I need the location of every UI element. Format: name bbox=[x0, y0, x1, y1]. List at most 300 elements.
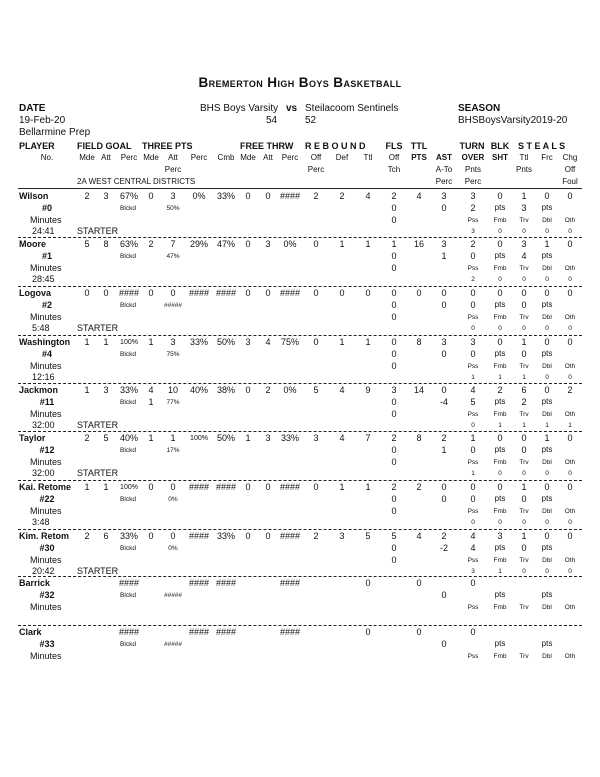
turnover-pts-value: 0 bbox=[470, 251, 476, 261]
trv-label: Trv bbox=[519, 604, 529, 611]
player-name: Kim. Retom bbox=[19, 531, 70, 541]
minutes-label: Minutes bbox=[30, 215, 62, 225]
stat-tp-perc: 40% bbox=[189, 385, 209, 395]
stat-ft-perc: 0% bbox=[283, 385, 297, 395]
count-fmb: 0 bbox=[498, 470, 502, 477]
turnover-pts-value: 0 bbox=[470, 494, 476, 504]
player-name: Washington bbox=[19, 337, 71, 347]
stat-ft-perc: #### bbox=[279, 191, 301, 201]
fls-off-value: 0 bbox=[391, 203, 397, 213]
blckd-label: Blckd bbox=[120, 545, 136, 552]
stat-turn: 1 bbox=[470, 433, 476, 443]
stat-tp-perc: #### bbox=[188, 578, 210, 588]
ato-value: -4 bbox=[439, 397, 449, 407]
stat-tp-mde: 4 bbox=[148, 385, 154, 395]
stat-fls: 0 bbox=[391, 337, 397, 347]
vs-label: vs bbox=[286, 103, 298, 114]
stat-st-chg: 0 bbox=[567, 239, 573, 249]
stat-reb-def: 4 bbox=[339, 385, 345, 395]
header-sub-foul: Foul bbox=[562, 177, 578, 186]
turnover-pts-label: pts bbox=[494, 300, 506, 309]
stat-ft-mde: 0 bbox=[245, 482, 251, 492]
minutes-label: Minutes bbox=[30, 312, 62, 322]
stat-blk: 3 bbox=[497, 531, 503, 541]
fls-off-value: 0 bbox=[391, 543, 397, 553]
stat-ast: 3 bbox=[441, 239, 447, 249]
stat-reb-ttl: 1 bbox=[365, 239, 371, 249]
fmb-label: Fmb bbox=[493, 217, 507, 224]
oth-label: Oth bbox=[564, 459, 576, 466]
fls-off-value: 0 bbox=[391, 494, 397, 504]
stat-tp-att: 0 bbox=[170, 531, 176, 541]
stat-tp-perc: 33% bbox=[189, 337, 209, 347]
dbl-label: Dbl bbox=[542, 363, 552, 370]
blckd-label: Blckd bbox=[120, 253, 136, 260]
oth-label: Oth bbox=[564, 411, 576, 418]
count-pss: 0 bbox=[471, 422, 475, 429]
oth-label: Oth bbox=[564, 217, 576, 224]
stat-tp-mde: 2 bbox=[148, 239, 154, 249]
stat-reb-off: 0 bbox=[313, 288, 319, 298]
steals-pts-label: pts bbox=[541, 590, 553, 599]
steals-pts-label: pts bbox=[541, 445, 553, 454]
stat-fg-perc: 67% bbox=[119, 191, 139, 201]
ato-value: -2 bbox=[439, 543, 449, 553]
player-name: Jackmon bbox=[19, 385, 59, 395]
ato-value: 0 bbox=[441, 203, 447, 213]
dbl-label: Dbl bbox=[542, 508, 552, 515]
stat-blk: 0 bbox=[497, 433, 503, 443]
header-ft-perc: Perc bbox=[281, 153, 299, 162]
oth-label: Oth bbox=[564, 653, 576, 660]
oth-label: Oth bbox=[564, 265, 576, 272]
player-name: Moore bbox=[19, 239, 46, 249]
stat-cmb: #### bbox=[215, 627, 237, 637]
fls-tch-value: 0 bbox=[391, 555, 397, 565]
stat-fls: 0 bbox=[391, 288, 397, 298]
blckd-label: Blckd bbox=[120, 641, 136, 648]
stat-fg-mde: 1 bbox=[84, 482, 90, 492]
starter-flag: STARTER bbox=[77, 468, 119, 478]
stat-st-chg: 0 bbox=[567, 482, 573, 492]
fls-off-value: 0 bbox=[391, 445, 397, 455]
stat-tp-mde: 0 bbox=[148, 531, 154, 541]
turnover-pts-label: pts bbox=[494, 251, 506, 260]
trv-label: Trv bbox=[519, 363, 529, 370]
three-att-perc: 0% bbox=[168, 496, 178, 503]
row-divider bbox=[18, 576, 582, 577]
blckd-label: Blckd bbox=[120, 205, 136, 212]
header-three-pts: THREE PTS bbox=[142, 141, 193, 151]
stat-st-chg: 0 bbox=[567, 191, 573, 201]
header-fg-mde: Mde bbox=[79, 153, 95, 162]
trv-label: Trv bbox=[519, 557, 529, 564]
header-cmb: Cmb bbox=[217, 153, 235, 162]
stat-st-frc: 0 bbox=[544, 337, 550, 347]
fmb-label: Fmb bbox=[493, 653, 507, 660]
header-ast: AST bbox=[436, 153, 452, 162]
count-pss: 3 bbox=[471, 228, 475, 235]
report-title: Bremerton High Boys Basketball bbox=[198, 75, 402, 90]
count-trv: 0 bbox=[522, 519, 526, 526]
steals-pts-label: pts bbox=[541, 349, 553, 358]
stat-ft-mde: 3 bbox=[245, 337, 251, 347]
count-oth: 0 bbox=[568, 228, 572, 235]
stat-ft-mde: 1 bbox=[245, 433, 251, 443]
turnover-pts-label: pts bbox=[494, 543, 506, 552]
stat-st-frc: 0 bbox=[544, 191, 550, 201]
header-sub-off-perc: Perc bbox=[307, 165, 325, 174]
stat-fg-mde: 0 bbox=[84, 288, 90, 298]
count-fmb: 1 bbox=[498, 422, 502, 429]
minutes-label: Minutes bbox=[30, 651, 62, 661]
player-name: Wilson bbox=[19, 191, 49, 201]
header-sub-perc: Perc bbox=[164, 165, 182, 174]
stat-turn: 0 bbox=[470, 578, 476, 588]
minutes-label: Minutes bbox=[30, 409, 62, 419]
player-number: #12 bbox=[39, 445, 55, 455]
count-dbl: 0 bbox=[545, 470, 549, 477]
header-reb-def: Def bbox=[335, 153, 349, 162]
player-number: #30 bbox=[39, 543, 55, 553]
ato-value: 0 bbox=[441, 349, 447, 359]
stat-cmb: 50% bbox=[216, 337, 236, 347]
stat-reb-off: 0 bbox=[313, 239, 319, 249]
stat-st-ttl: 1 bbox=[521, 482, 527, 492]
stat-pts: 8 bbox=[416, 433, 422, 443]
stat-ft-perc: #### bbox=[279, 627, 301, 637]
stat-fg-att: 5 bbox=[103, 433, 109, 443]
stat-ft-perc: #### bbox=[279, 578, 301, 588]
count-oth: 0 bbox=[568, 568, 572, 575]
stat-fg-att: 1 bbox=[103, 482, 109, 492]
stat-tp-mde: 1 bbox=[148, 433, 154, 443]
player-number: #33 bbox=[39, 639, 55, 649]
stat-tp-att: 0 bbox=[170, 482, 176, 492]
pss-label: Pss bbox=[467, 314, 479, 321]
player-number: #1 bbox=[41, 251, 53, 261]
row-divider bbox=[18, 431, 582, 432]
header-fls: FLS bbox=[385, 141, 403, 151]
oth-label: Oth bbox=[564, 314, 576, 321]
minutes-label: Minutes bbox=[30, 506, 62, 516]
pss-label: Pss bbox=[467, 459, 479, 466]
header-sub-ato: A-To bbox=[435, 165, 453, 174]
header-number: No. bbox=[40, 153, 54, 162]
count-dbl: 0 bbox=[545, 374, 549, 381]
count-dbl: 0 bbox=[545, 276, 549, 283]
turnover-pts-value: 0 bbox=[470, 445, 476, 455]
ato-value: 1 bbox=[441, 445, 447, 455]
stat-reb-ttl: 4 bbox=[365, 191, 371, 201]
fls-off-value: 0 bbox=[391, 300, 397, 310]
ato-value: 0 bbox=[441, 639, 447, 649]
stat-cmb: #### bbox=[215, 288, 237, 298]
turnover-pts-value: 5 bbox=[470, 397, 476, 407]
minutes-played: 32:00 bbox=[32, 468, 55, 478]
fmb-label: Fmb bbox=[493, 604, 507, 611]
stat-fls: 2 bbox=[391, 482, 397, 492]
player-name: Clark bbox=[19, 627, 42, 637]
opponent-team: Steilacoom Sentinels bbox=[305, 103, 399, 114]
fmb-label: Fmb bbox=[493, 314, 507, 321]
stat-pts: 4 bbox=[416, 191, 422, 201]
stat-ft-perc: #### bbox=[279, 531, 301, 541]
stat-tp-perc: #### bbox=[188, 627, 210, 637]
header-rebound: R E B O U N D bbox=[305, 141, 366, 151]
row-divider bbox=[18, 529, 582, 530]
stat-turn: 2 bbox=[470, 239, 476, 249]
count-trv: 0 bbox=[522, 470, 526, 477]
turnover-pts-label: pts bbox=[494, 203, 506, 212]
dbl-label: Dbl bbox=[542, 557, 552, 564]
stat-fg-mde: 5 bbox=[84, 239, 90, 249]
stat-ft-mde: 0 bbox=[245, 385, 251, 395]
stat-tp-att: 1 bbox=[170, 433, 176, 443]
stat-fls: 2 bbox=[391, 433, 397, 443]
oth-label: Oth bbox=[564, 508, 576, 515]
stat-reb-ttl: 0 bbox=[365, 627, 371, 637]
three-att-perc: 17% bbox=[166, 447, 180, 454]
count-fmb: 0 bbox=[498, 325, 502, 332]
steals-pts-value: 0 bbox=[521, 300, 527, 310]
count-fmb: 0 bbox=[498, 228, 502, 235]
steals-pts-value: 0 bbox=[521, 445, 527, 455]
count-oth: 0 bbox=[568, 276, 572, 283]
stat-st-ttl: 1 bbox=[521, 337, 527, 347]
stat-fg-mde: 1 bbox=[84, 385, 90, 395]
oth-label: Oth bbox=[564, 557, 576, 564]
stat-tp-mde: 0 bbox=[148, 191, 154, 201]
stat-blk: 0 bbox=[497, 191, 503, 201]
stat-ast: 0 bbox=[441, 385, 447, 395]
turnover-pts-value: 0 bbox=[470, 300, 476, 310]
stat-ft-perc: #### bbox=[279, 482, 301, 492]
fls-tch-value: 0 bbox=[391, 215, 397, 225]
stat-st-ttl: 0 bbox=[521, 288, 527, 298]
pss-label: Pss bbox=[467, 217, 479, 224]
player-number: #32 bbox=[39, 590, 55, 600]
stat-reb-def: 4 bbox=[339, 433, 345, 443]
header-tp-mde: Mde bbox=[143, 153, 159, 162]
steals-pts-value: 0 bbox=[521, 543, 527, 553]
three-att-perc: 75% bbox=[166, 351, 180, 358]
stat-cmb: 33% bbox=[216, 531, 236, 541]
stat-blk: 2 bbox=[497, 385, 503, 395]
stat-fls: 5 bbox=[391, 531, 397, 541]
turnover-pts-value: 0 bbox=[470, 349, 476, 359]
header-fg-perc: Perc bbox=[120, 153, 138, 162]
stat-pts: 0 bbox=[416, 578, 422, 588]
stat-fls: 1 bbox=[391, 239, 397, 249]
stat-fg-perc: 63% bbox=[119, 239, 139, 249]
stat-turn: 4 bbox=[470, 385, 476, 395]
blckd-label: Blckd bbox=[120, 302, 136, 309]
stat-cmb: 47% bbox=[216, 239, 236, 249]
stat-pts: 0 bbox=[416, 288, 422, 298]
stat-ast: 2 bbox=[441, 531, 447, 541]
stat-st-ttl: 6 bbox=[521, 385, 527, 395]
pss-label: Pss bbox=[467, 411, 479, 418]
header-ttl: TTL bbox=[410, 141, 428, 151]
stat-reb-ttl: 9 bbox=[365, 385, 371, 395]
stat-reb-ttl: 1 bbox=[365, 482, 371, 492]
trv-label: Trv bbox=[519, 459, 529, 466]
stat-ft-mde: 0 bbox=[245, 239, 251, 249]
header-ft-att: Att bbox=[263, 153, 273, 162]
header-reb-off: Off bbox=[310, 153, 322, 162]
stat-pts: 4 bbox=[416, 531, 422, 541]
header-sub-off: Off bbox=[564, 165, 576, 174]
dbl-label: Dbl bbox=[542, 217, 552, 224]
stat-ast: 0 bbox=[441, 482, 447, 492]
count-fmb: 0 bbox=[498, 276, 502, 283]
count-dbl: 0 bbox=[545, 519, 549, 526]
row-divider bbox=[18, 625, 582, 626]
stat-ft-att: 0 bbox=[265, 482, 271, 492]
header-sub-pnts: Pnts bbox=[464, 165, 482, 174]
turnover-pts-label: pts bbox=[494, 397, 506, 406]
blckd-value: 1 bbox=[148, 397, 154, 407]
stat-turn: 0 bbox=[470, 288, 476, 298]
fmb-label: Fmb bbox=[493, 265, 507, 272]
fmb-label: Fmb bbox=[493, 508, 507, 515]
stat-blk: 0 bbox=[497, 288, 503, 298]
stat-st-frc: 0 bbox=[544, 288, 550, 298]
minutes-played: 24:41 bbox=[32, 226, 55, 236]
turnover-pts-value: 4 bbox=[470, 543, 476, 553]
fls-tch-value: 0 bbox=[391, 506, 397, 516]
blckd-label: Blckd bbox=[120, 496, 136, 503]
pss-label: Pss bbox=[467, 508, 479, 515]
stat-st-ttl: 1 bbox=[521, 531, 527, 541]
three-att-perc: ##### bbox=[163, 592, 183, 599]
stat-st-chg: 0 bbox=[567, 337, 573, 347]
player-name: Kai. Retome bbox=[19, 482, 72, 492]
dbl-label: Dbl bbox=[542, 411, 552, 418]
stat-fls: 2 bbox=[391, 191, 397, 201]
stat-tp-perc: 0% bbox=[192, 191, 206, 201]
stat-st-ttl: 1 bbox=[521, 191, 527, 201]
header-steals-ttl: Ttl bbox=[519, 153, 529, 162]
stat-st-frc: 0 bbox=[544, 385, 550, 395]
header-frc: Frc bbox=[541, 153, 553, 162]
header-ft-mde: Mde bbox=[240, 153, 256, 162]
stat-tp-att: 0 bbox=[170, 288, 176, 298]
fls-tch-value: 0 bbox=[391, 263, 397, 273]
row-divider bbox=[18, 286, 582, 287]
stat-reb-def: 0 bbox=[339, 288, 345, 298]
turnover-pts-value: 2 bbox=[470, 203, 476, 213]
steals-pts-value: 4 bbox=[521, 251, 527, 261]
league-label: 2A WEST CENTRAL DISTRICTS bbox=[77, 177, 196, 186]
stat-fg-perc: 100% bbox=[120, 484, 138, 491]
minutes-label: Minutes bbox=[30, 555, 62, 565]
stat-blk: 0 bbox=[497, 482, 503, 492]
stat-cmb: 38% bbox=[216, 385, 236, 395]
count-dbl: 0 bbox=[545, 325, 549, 332]
season-name: BHSBoysVarsity2019-20 bbox=[458, 115, 568, 126]
fls-tch-value: 0 bbox=[391, 312, 397, 322]
three-att-perc: 50% bbox=[166, 205, 180, 212]
count-trv: 1 bbox=[522, 422, 526, 429]
fmb-label: Fmb bbox=[493, 363, 507, 370]
fmb-label: Fmb bbox=[493, 459, 507, 466]
header-over: OVER bbox=[461, 153, 485, 162]
player-name: Taylor bbox=[19, 433, 46, 443]
fls-off-value: 0 bbox=[391, 397, 397, 407]
fls-tch-value: 0 bbox=[391, 361, 397, 371]
stat-reb-off: 3 bbox=[313, 433, 319, 443]
header-sub-tch: Tch bbox=[387, 165, 401, 174]
starter-flag: STARTER bbox=[77, 323, 119, 333]
stat-tp-perc: 29% bbox=[189, 239, 209, 249]
stat-turn: 0 bbox=[470, 482, 476, 492]
player-number: #11 bbox=[39, 397, 55, 407]
trv-label: Trv bbox=[519, 653, 529, 660]
stat-st-frc: 1 bbox=[544, 239, 550, 249]
stat-fg-perc: 100% bbox=[120, 339, 138, 346]
stat-reb-off: 0 bbox=[313, 337, 319, 347]
steals-pts-label: pts bbox=[541, 543, 553, 552]
stat-ast: 3 bbox=[441, 337, 447, 347]
stat-reb-def: 1 bbox=[339, 337, 345, 347]
steals-pts-value: 0 bbox=[521, 349, 527, 359]
stat-ft-mde: 0 bbox=[245, 531, 251, 541]
dbl-label: Dbl bbox=[542, 314, 552, 321]
turnover-pts-label: pts bbox=[494, 494, 506, 503]
count-oth: 0 bbox=[568, 325, 572, 332]
stat-fg-att: 1 bbox=[103, 337, 109, 347]
stat-fg-mde: 1 bbox=[84, 337, 90, 347]
turnover-pts-label: pts bbox=[494, 349, 506, 358]
stat-tp-att: 7 bbox=[170, 239, 176, 249]
count-dbl: 0 bbox=[545, 568, 549, 575]
starter-flag: STARTER bbox=[77, 226, 119, 236]
stat-pts: 16 bbox=[413, 239, 425, 249]
dbl-label: Dbl bbox=[542, 459, 552, 466]
minutes-label: Minutes bbox=[30, 263, 62, 273]
oth-label: Oth bbox=[564, 604, 576, 611]
steals-pts-label: pts bbox=[541, 203, 553, 212]
stat-ast: 2 bbox=[441, 433, 447, 443]
starter-flag: STARTER bbox=[77, 420, 119, 430]
stat-st-chg: 0 bbox=[567, 531, 573, 541]
count-dbl: 1 bbox=[545, 422, 549, 429]
count-trv: 0 bbox=[522, 325, 526, 332]
stat-fg-perc: #### bbox=[118, 578, 140, 588]
count-pss: 1 bbox=[471, 374, 475, 381]
player-number: #0 bbox=[41, 203, 53, 213]
blckd-label: Blckd bbox=[120, 351, 136, 358]
minutes-played: 12:16 bbox=[32, 372, 55, 382]
stat-reb-def: 1 bbox=[339, 239, 345, 249]
pss-label: Pss bbox=[467, 604, 479, 611]
stat-ft-att: 4 bbox=[265, 337, 271, 347]
date-label: DATE bbox=[19, 103, 46, 114]
header-divider bbox=[18, 188, 582, 189]
ato-value: 0 bbox=[441, 300, 447, 310]
minutes-label: Minutes bbox=[30, 457, 62, 467]
stat-turn: 0 bbox=[470, 627, 476, 637]
stat-reb-ttl: 5 bbox=[365, 531, 371, 541]
stat-ft-perc: 75% bbox=[280, 337, 300, 347]
minutes-played: 28:45 bbox=[32, 274, 55, 284]
stat-pts: 2 bbox=[416, 482, 422, 492]
player-name: Logova bbox=[19, 288, 52, 298]
stat-ft-mde: 0 bbox=[245, 191, 251, 201]
stat-reb-off: 5 bbox=[313, 385, 319, 395]
